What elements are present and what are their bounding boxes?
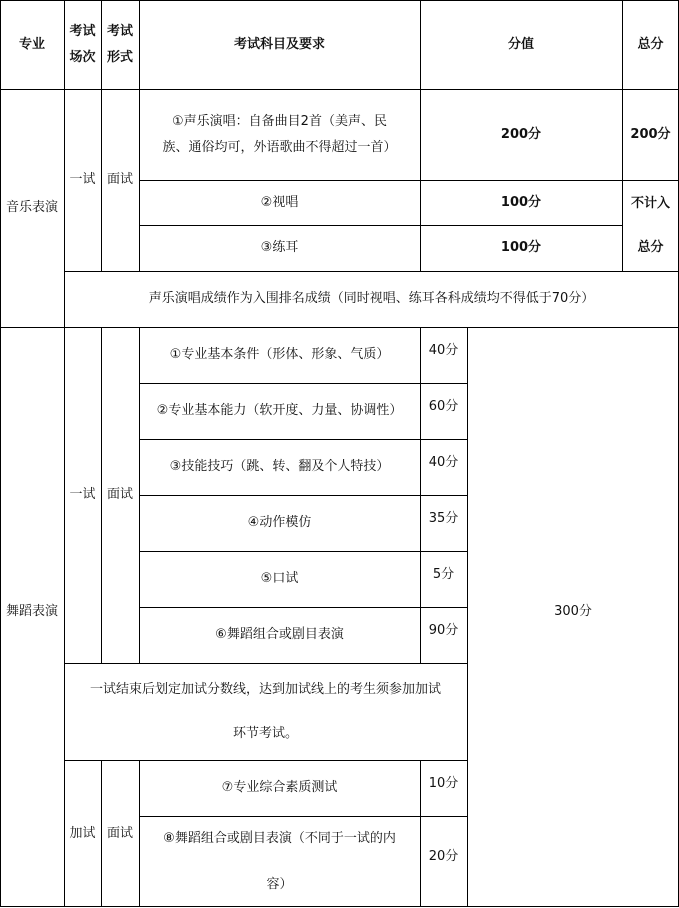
dance-note [64, 663, 467, 760]
dance-item-2-score: 60分 [428, 399, 459, 414]
header-form-line2: 形式 [106, 49, 133, 65]
dance-item-3: ③技能技巧（跳、转、翻及个人特技） [169, 459, 390, 474]
dance-round1-form: 面试 [106, 487, 133, 502]
music-item-1-line2: 族、通俗均可，外语歌曲不得超过一首） [162, 139, 397, 155]
dance-note-line1: 一试结束后划定加试分数线，达到加试线上的考生须参加加试 [89, 681, 441, 697]
dance-round1-session: 一试 [69, 487, 96, 502]
music-total-2-line1: 不计入 [630, 195, 670, 211]
header-major: 专业 [18, 36, 45, 52]
music-item-3-score: 100分 [500, 240, 542, 255]
header-session [64, 0, 101, 89]
header-session-line2: 场次 [69, 49, 96, 65]
header-session-line1: 考试 [69, 23, 96, 39]
music-item-1-score: 200分 [500, 126, 542, 142]
dance-item-8-score: 20分 [428, 849, 459, 864]
dance-item-5: ⑤口试 [260, 571, 299, 586]
dance-item-3-score: 40分 [428, 455, 459, 470]
music-total-2 [622, 180, 679, 271]
header-total: 总分 [637, 36, 664, 52]
music-session: 一试 [69, 172, 96, 187]
dance-note-line2: 环节考试。 [232, 725, 298, 741]
dance-item-1-score: 40分 [428, 343, 459, 358]
dance-item-6: ⑥舞蹈组合或剧目表演 [215, 627, 344, 642]
dance-item-8 [139, 816, 420, 907]
music-major: 音乐表演 [5, 200, 58, 215]
dance-item-2: ②专业基本能力（软开度、力量、协调性） [156, 403, 403, 418]
header-subjects: 考试科目及要求 [233, 36, 325, 52]
dance-round2-session: 加试 [69, 825, 96, 841]
music-item-1 [139, 89, 420, 180]
header-form [101, 0, 139, 89]
dance-item-4-score: 35分 [428, 511, 459, 526]
dance-item-6-score: 90分 [428, 623, 459, 638]
music-item-2-score: 100分 [500, 194, 542, 210]
music-form: 面试 [106, 172, 133, 187]
dance-item-7: ⑦专业综合素质测试 [221, 780, 338, 795]
music-total-2-line2: 总分 [637, 239, 664, 255]
dance-item-1: ①专业基本条件（形体、形象、气质） [169, 347, 390, 362]
music-total-1: 200分 [630, 126, 671, 142]
dance-item-5-score: 5分 [432, 567, 455, 582]
header-form-line1: 考试 [106, 23, 133, 39]
music-item-3: ③练耳 [260, 240, 299, 255]
music-note: 声乐演唱成绩作为入围排名成绩（同时视唱、练耳各科成绩均不得低于70分） [148, 291, 595, 306]
dance-total: 300分 [554, 604, 592, 619]
music-item-1-line1: ①声乐演唱：自备曲目2首（美声、民 [172, 113, 387, 129]
dance-round2-form: 面试 [106, 825, 133, 841]
dance-item-8-line2: 容） [266, 876, 293, 892]
dance-item-8-line1: ⑧舞蹈组合或剧目表演（不同于一试的内 [163, 830, 396, 846]
dance-item-7-score: 10分 [428, 776, 459, 791]
music-item-2: ②视唱 [260, 194, 299, 210]
header-score: 分值 [507, 36, 534, 52]
dance-item-4: ④动作模仿 [247, 515, 312, 530]
dance-major: 舞蹈表演 [5, 604, 58, 619]
